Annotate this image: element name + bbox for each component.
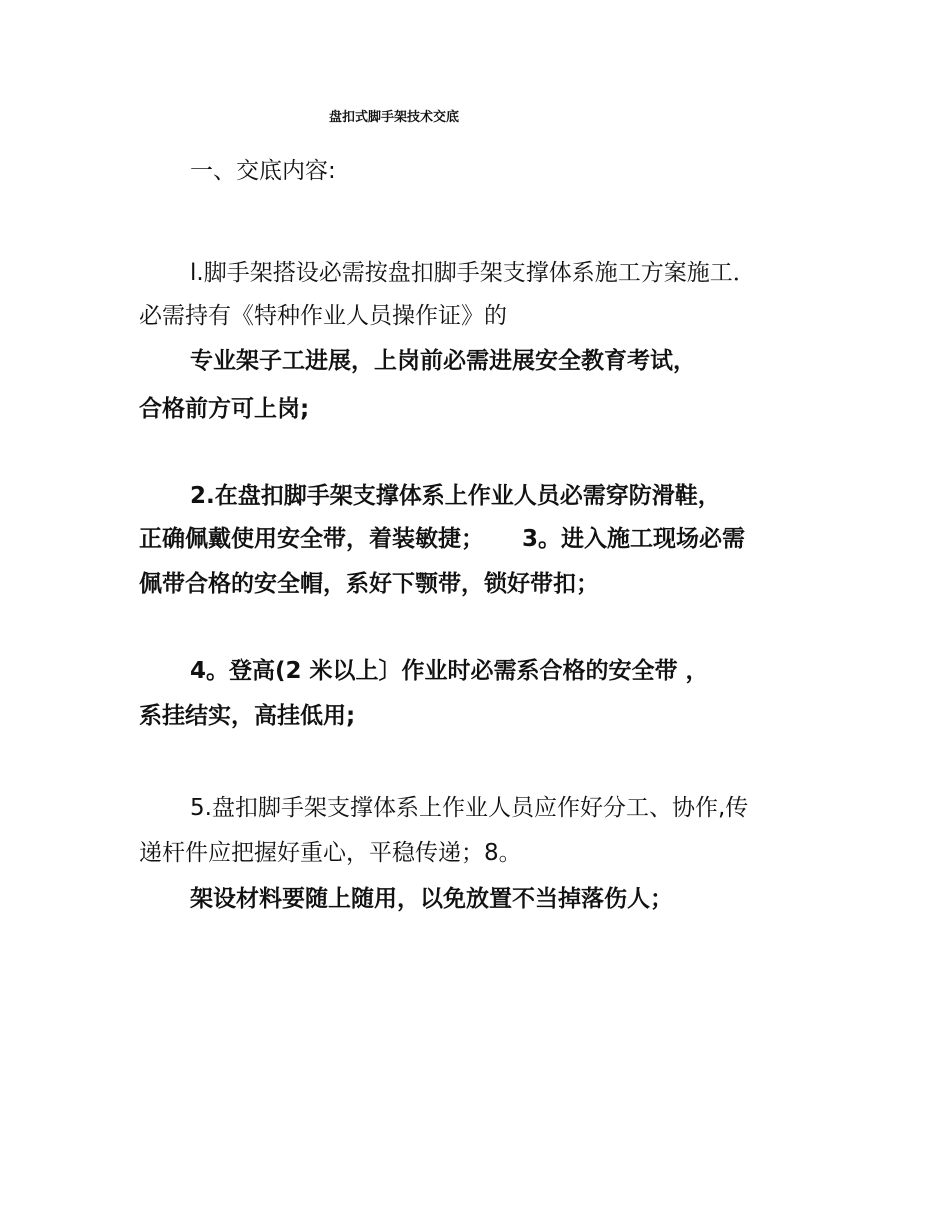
item3-start: 3。进入施工现场必需 <box>522 526 746 552</box>
item1-line3: 专业架子工进展，上岗前必需进展安全教育考试， <box>190 348 696 374</box>
item1-line1: l.脚手架搭设必需按盘扣脚手架支撑体系施工方案施工． <box>190 260 756 286</box>
item2-line1: 2.在盘扣脚手架支撑体系上作业人员必需穿防滑鞋， <box>190 483 721 509</box>
item2-line2-part1: 正确佩戴使用安全带，着装敏捷； <box>139 526 484 552</box>
item8-line1: 架设材料要随上随用，以免放置不当掉落伤人； <box>190 886 673 912</box>
section-heading: 一、交底内容: <box>190 158 336 184</box>
item5-line2: 递杆件应把握好重心，平稳传递；8。 <box>139 840 522 866</box>
item1-line2: 必需持有《特种作业人员操作证》的 <box>139 303 507 329</box>
item4-line2: 系挂结实，高挂低用; <box>139 703 356 729</box>
item1-line4: 合格前方可上岗; <box>139 396 310 422</box>
document-title: 盘扣式脚手架技术交底 <box>329 110 460 125</box>
item2-line2 <box>139 520 745 553</box>
item5-line1: 5.盘扣脚手架支撑体系上作业人员应作好分工、协作,传 <box>190 795 749 821</box>
item3-line2: 佩带合格的安全帽，系好下颚带，锁好带扣； <box>139 571 599 597</box>
item4-line1: 4。登高(2 米以上〕作业时必需系合格的安全带 ， <box>190 658 709 684</box>
